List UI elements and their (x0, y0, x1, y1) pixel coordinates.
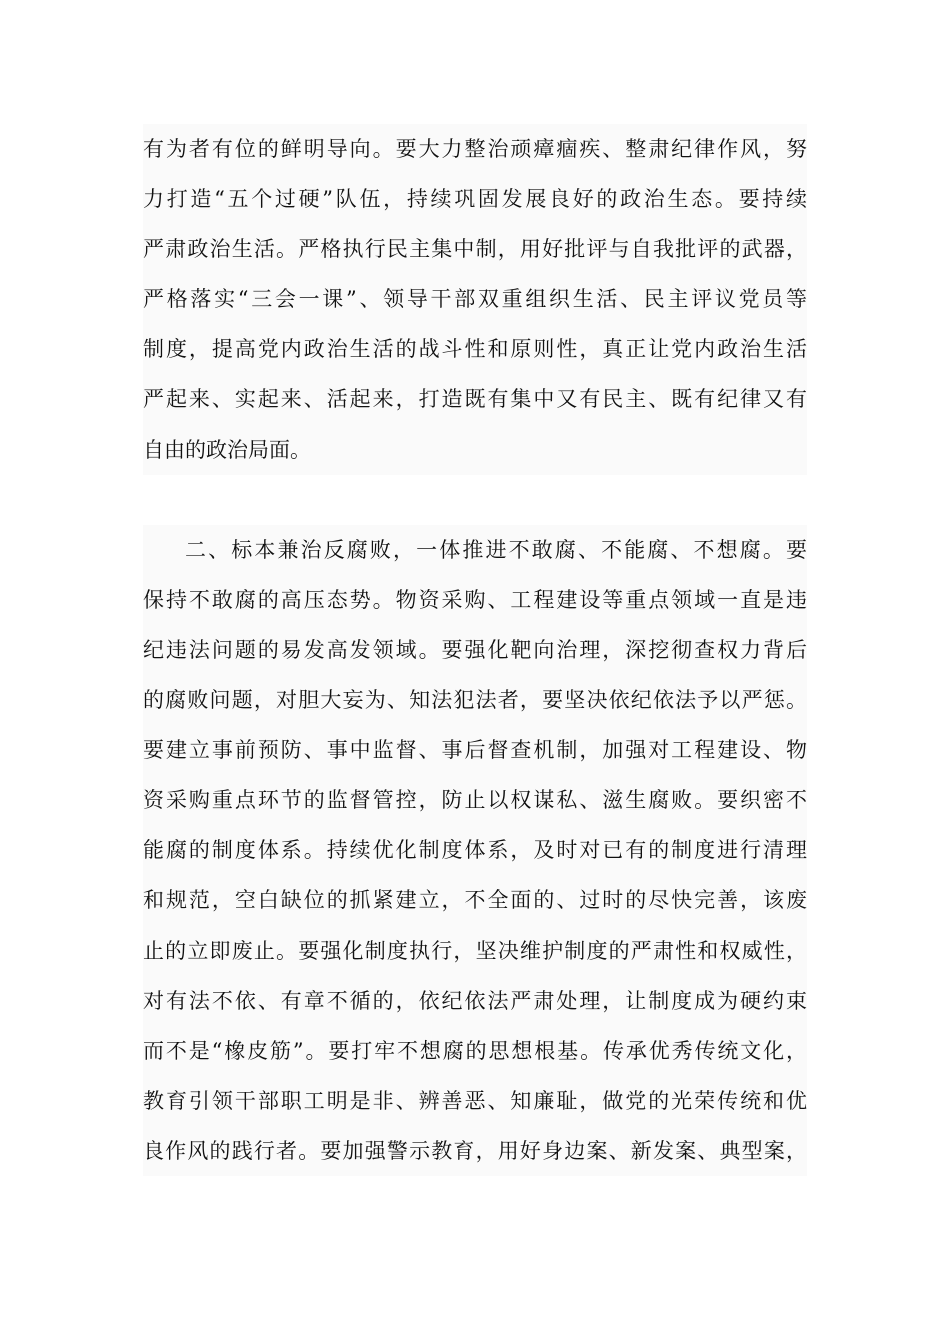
text-line: 二、标本兼治反腐败，一体推进不敢腐、不能腐、不想腐。要 (143, 525, 807, 575)
text-line: 自由的政治局面。 (143, 425, 807, 475)
text-line: 而不是“橡皮筋”。要打牢不想腐的思想根基。传承优秀传统文化， (143, 1026, 807, 1076)
text-line: 保持不敢腐的高压态势。物资采购、工程建设等重点领域一直是违 (143, 575, 807, 625)
text-line: 的腐败问题，对胆大妄为、知法犯法者，要坚决依纪依法予以严惩。 (143, 675, 807, 725)
text-line: 纪违法问题的易发高发领域。要强化靶向治理，深挖彻查权力背后 (143, 625, 807, 675)
text-line: 资采购重点环节的监督管控，防止以权谋私、滋生腐败。要织密不 (143, 775, 807, 825)
text-line: 制度，提高党内政治生活的战斗性和原则性，真正让党内政治生活 (143, 324, 807, 374)
body-text (143, 124, 807, 1176)
text-line: 要建立事前预防、事中监督、事后督查机制，加强对工程建设、物 (143, 725, 807, 775)
text-line: 止的立即废止。要强化制度执行，坚决维护制度的严肃性和权威性， (143, 926, 807, 976)
text-line: 严肃政治生活。严格执行民主集中制，用好批评与自我批评的武器， (143, 224, 807, 274)
text-line: 和规范，空白缺位的抓紧建立，不全面的、过时的尽快完善，该废 (143, 875, 807, 925)
text-line: 能腐的制度体系。持续优化制度体系，及时对已有的制度进行清理 (143, 825, 807, 875)
text-line: 严起来、实起来、活起来，打造既有集中又有民主、既有纪律又有 (143, 374, 807, 424)
paragraph-spacer (143, 475, 807, 525)
text-line: 教育引领干部职工明是非、辨善恶、知廉耻，做党的光荣传统和优 (143, 1076, 807, 1126)
text-line: 对有法不依、有章不循的，依纪依法严肃处理，让制度成为硬约束 (143, 976, 807, 1026)
text-line: 良作风的践行者。要加强警示教育，用好身边案、新发案、典型案， (143, 1126, 807, 1176)
paragraph-1 (143, 124, 807, 475)
text-line: 力打造“五个过硬”队伍，持续巩固发展良好的政治生态。要持续 (143, 174, 807, 224)
text-line: 严格落实“三会一课”、领导干部双重组织生活、民主评议党员等 (143, 274, 807, 324)
text-line: 有为者有位的鲜明导向。要大力整治顽瘴痼疾、整肃纪律作风，努 (143, 124, 807, 174)
paragraph-2 (143, 525, 807, 1176)
